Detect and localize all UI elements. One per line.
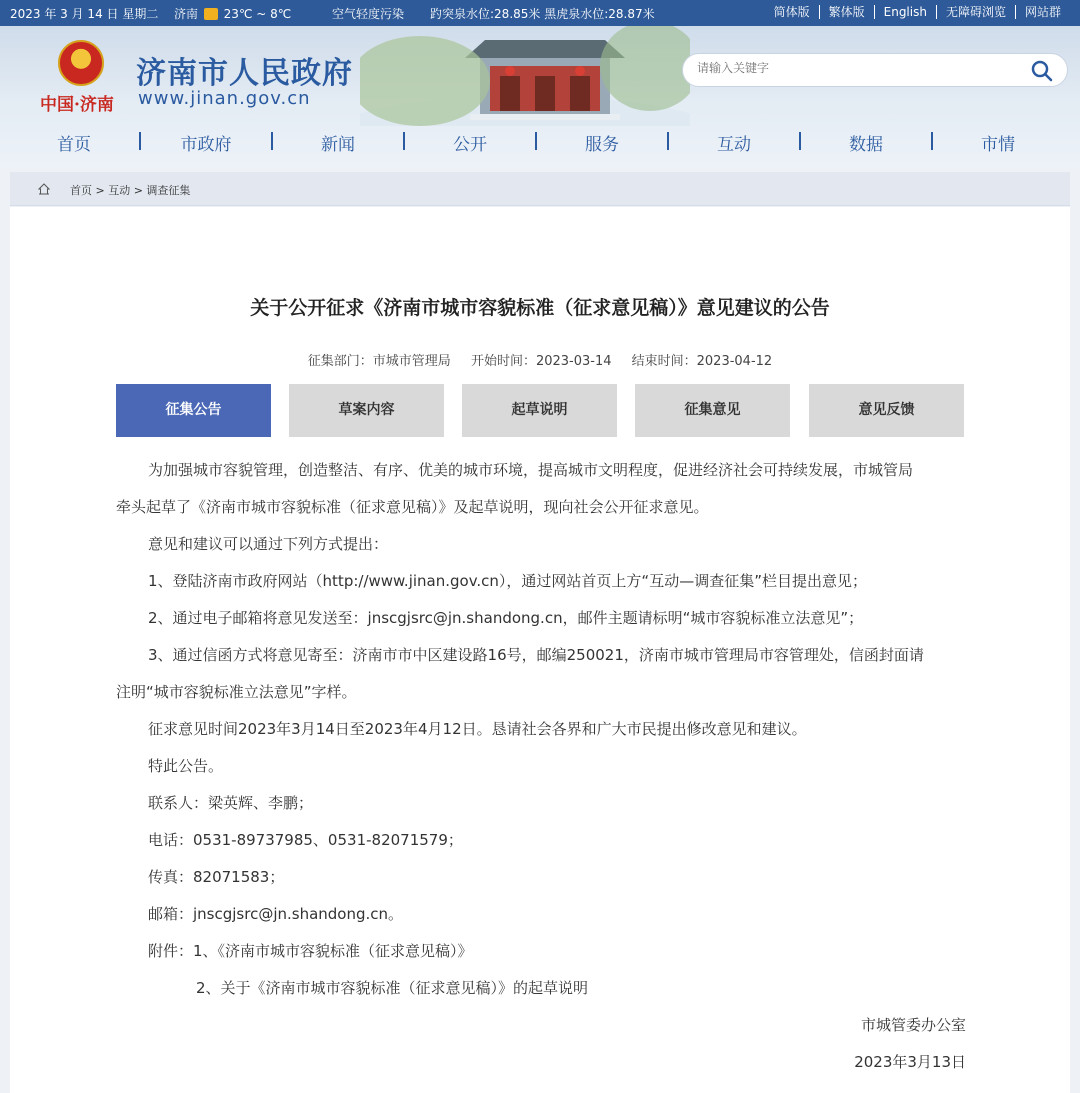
paragraph: 为加强城市容貌管理，创造整洁、有序、优美的城市环境，提高城市文明程度，促进经济社会可持续发展，市城管局 xyxy=(148,461,914,479)
tab-draft-content[interactable]: 草案内容 xyxy=(289,384,444,437)
paragraph: 2、通过电子邮箱将意见发送至：jnscgjsrc@jn.shandong.cn，邮件主题请标明“城市容貌标准立法意见”； xyxy=(148,609,864,627)
tab-drafting-notes[interactable]: 起草说明 xyxy=(462,384,617,437)
paragraph: 牵头起草了《济南市城市容貌标准（征求意见稿）》及起草说明，现向社会公开征求意见。 xyxy=(116,498,709,516)
sign-date: 2023年3月13日 xyxy=(854,1053,966,1071)
nav-divider xyxy=(799,132,801,150)
breadcrumb-bar xyxy=(10,172,1070,206)
search-icon[interactable] xyxy=(1031,60,1053,82)
paragraph: 注明“城市容貌标准立法意见”字样。 xyxy=(116,683,357,701)
link-simplified[interactable]: 简体版 xyxy=(773,5,810,19)
site-url: www.jinan.gov.cn xyxy=(138,88,311,109)
weather xyxy=(174,5,291,22)
nav-home[interactable]: 首页 xyxy=(57,135,91,155)
air-quality: 空气轻度污染 xyxy=(332,7,405,21)
attachment-link[interactable]: 附件：1、《济南市城市容貌标准（征求意见稿）》 xyxy=(148,942,473,960)
spring-water-level: 趵突泉水位:28.85米 黑虎泉水位:28.87米 xyxy=(430,7,655,21)
national-emblem-icon xyxy=(58,40,104,86)
link-accessibility[interactable]: 无障碍浏览 xyxy=(936,5,1015,19)
link-english[interactable]: English xyxy=(874,5,936,19)
nav-interaction[interactable]: 互动 xyxy=(717,135,751,155)
paragraph: 征求意见时间2023年3月14日至2023年4月12日。恳请社会各界和广大市民提出修改意见和建议。 xyxy=(148,720,807,738)
nav-public[interactable]: 公开 xyxy=(453,135,487,155)
top-info-bar xyxy=(0,0,1080,26)
paragraph: 3、通过信函方式将意见寄至：济南市市中区建设路16号，邮编250021，济南市城市管理局市容管理处，信函封面请 xyxy=(148,646,924,664)
contact-fax: 传真：82071583； xyxy=(148,868,285,886)
nav-data[interactable]: 数据 xyxy=(849,135,883,155)
signature: 市城管委办公室 xyxy=(860,1016,966,1034)
sun-icon xyxy=(204,8,218,20)
nav-service[interactable]: 服务 xyxy=(585,135,619,155)
main-nav xyxy=(0,130,1080,156)
jinan-logo-text: 中国·济南 xyxy=(40,95,114,115)
attachment-link[interactable]: 2、关于《济南市城市容貌标准（征求意见稿）》的起草说明 xyxy=(196,979,589,997)
site-title[interactable]: 济南市人民政府 xyxy=(136,56,353,91)
paragraph: 1、登陆济南市政府网站（http://www.jinan.gov.cn），通过网站首页上方“互动—调查征集”栏目提出意见； xyxy=(148,572,867,590)
search-input[interactable] xyxy=(697,61,1017,75)
nav-divider xyxy=(535,132,537,150)
nav-city-info[interactable]: 市情 xyxy=(981,135,1015,155)
nav-divider xyxy=(931,132,933,150)
link-traditional[interactable]: 繁体版 xyxy=(819,5,874,19)
pavilion-banner-image xyxy=(360,26,690,126)
nav-divider xyxy=(271,132,273,150)
collecting-department: 征集部门：市城市管理局 xyxy=(307,354,451,369)
article-tabs xyxy=(116,384,964,437)
paragraph: 意见和建议可以通过下列方式提出： xyxy=(148,535,389,553)
nav-divider xyxy=(139,132,141,150)
site-header xyxy=(0,26,1080,168)
start-time: 开始时间：2023-03-14 xyxy=(470,354,612,369)
nav-news[interactable]: 新闻 xyxy=(321,135,355,155)
tab-notice[interactable]: 征集公告 xyxy=(116,384,271,437)
tab-collect-opinions[interactable]: 征集意见 xyxy=(635,384,790,437)
contact-phone: 电话：0531-89737985、0531-82071579； xyxy=(148,831,463,849)
article-title: 关于公开征求《济南市城市容貌标准（征求意见稿）》意见建议的公告 xyxy=(250,297,830,319)
nav-government[interactable]: 市政府 xyxy=(180,135,232,155)
home-icon[interactable] xyxy=(38,183,50,195)
breadcrumb[interactable]: 首页 > 互动 > 调查征集 xyxy=(70,184,191,197)
weather-city: 济南 xyxy=(174,7,199,21)
weather-temp: 23℃ ~ 8℃ xyxy=(223,7,292,21)
article-panel xyxy=(10,207,1070,1093)
top-links xyxy=(765,5,1070,19)
article-meta xyxy=(10,350,1070,369)
link-site-group[interactable]: 网站群 xyxy=(1015,5,1070,19)
nav-divider xyxy=(667,132,669,150)
contact-email: 邮箱：jnscgjsrc@jn.shandong.cn。 xyxy=(148,905,404,923)
contact-person: 联系人：梁英辉、李鹏； xyxy=(148,794,314,812)
tab-feedback[interactable]: 意见反馈 xyxy=(809,384,964,437)
nav-divider xyxy=(403,132,405,150)
search-box xyxy=(682,53,1068,87)
end-time: 结束时间：2023-04-12 xyxy=(631,354,773,369)
paragraph: 特此公告。 xyxy=(148,757,224,775)
current-date: 2023 年 3 月 14 日 星期二 xyxy=(10,7,159,21)
